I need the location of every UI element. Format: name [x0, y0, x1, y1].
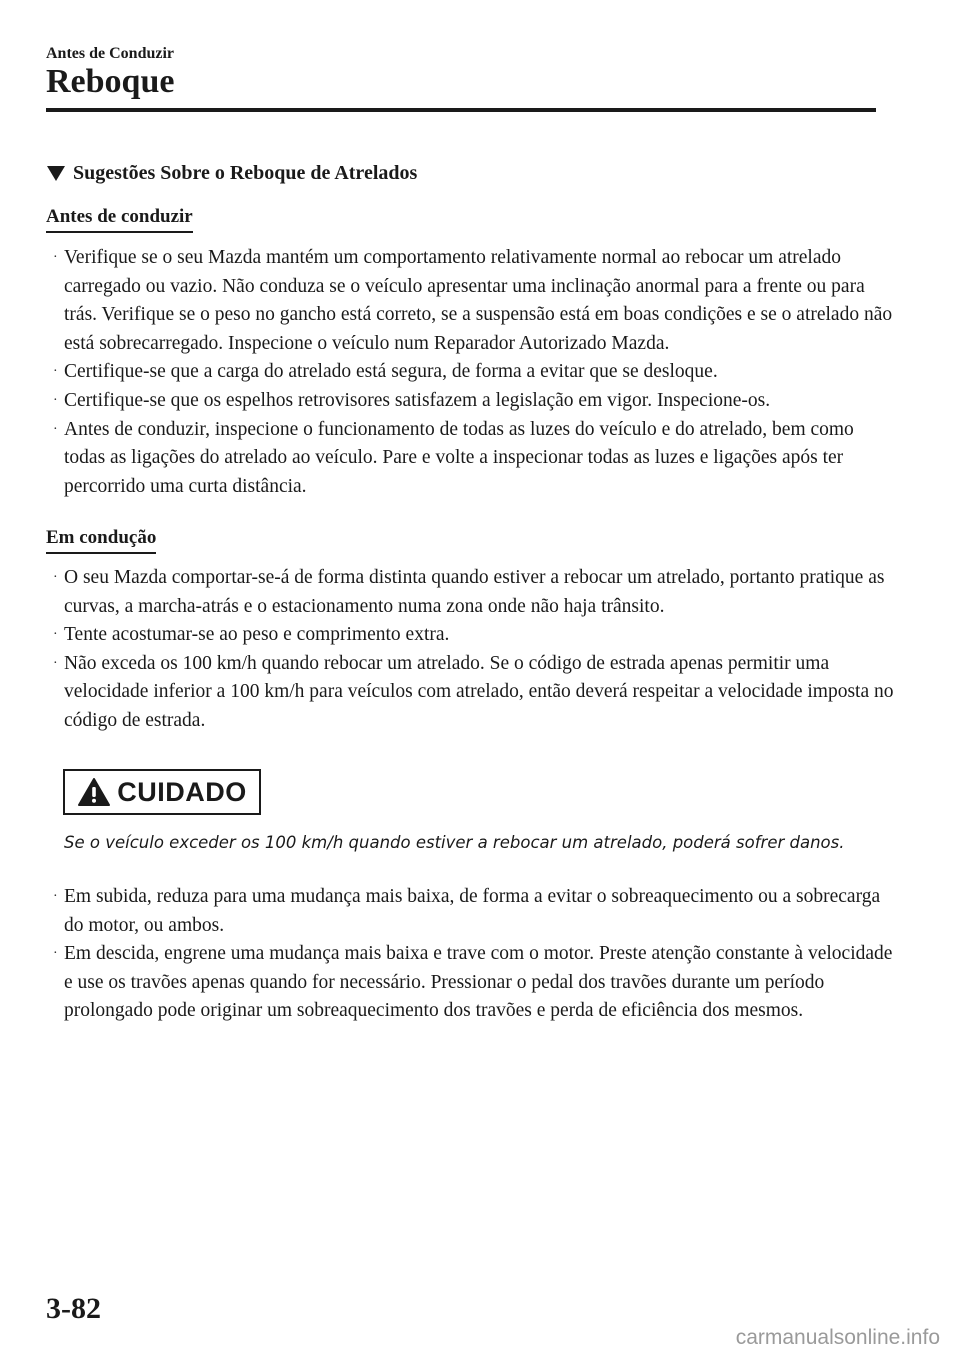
page-number: 3-82: [46, 1292, 101, 1325]
before-driving-list: [46, 244, 896, 501]
list-item: [46, 416, 896, 502]
list-item-text: Em descida, engrene uma mudança mais baixa e trave com o motor. Preste atenção constante à velocidade e use os travões apenas quando for necessário. Pressionar o pedal dos travões durante um período prolongado pode originar um sobreaquecimento dos travões e perda de eficiência dos mesmos.: [64, 943, 893, 1022]
bullet-dot: ·: [53, 250, 58, 265]
list-item: [46, 883, 896, 940]
list-item: [46, 244, 896, 358]
list-item: [46, 387, 896, 416]
subheading-while-driving: Em condução: [46, 526, 156, 554]
page-title: Reboque: [46, 63, 175, 100]
bullet-dot: ·: [53, 889, 58, 904]
while-driving-list: [46, 564, 896, 736]
bullet-dot: ·: [53, 946, 58, 962]
list-item: [46, 564, 896, 621]
list-item: [46, 650, 896, 736]
section-heading-text: Sugestões Sobre o Reboque de Atrelados: [73, 162, 418, 184]
list-item-text: Antes de conduzir, inspecione o funcionamento de todas as luzes do veículo e do atrelado, bem como todas as ligações do atrelado ao veículo. Pare e volte a inspecionar todas as luzes e ligações após ter percorrido uma curta distância.: [64, 418, 854, 497]
list-item-text: Verifique se o seu Mazda mantém um comportamento relativamente normal ao rebocar um atrelado carregado ou vazio. Não conduza se o veículo apresentar uma inclinação anormal para a frente ou para trás. Verifique se o peso no gancho está correto, se a suspensão está em boas condições e se o atrelado não está sobrecarregado. Inspecione o veículo num Reparador Autorizado Mazda.: [64, 247, 893, 354]
section-heading: [47, 162, 417, 185]
list-item-text: Não exceda os 100 km/h quando rebocar um atrelado. Se o código de estrada apenas permitir uma velocidade inferior a 100 km/h para veículos com atrelado, então deverá respeitar a velocidade imposta no código de estrada.: [64, 652, 894, 731]
caution-label: CUIDADO: [117, 776, 247, 807]
bullet-dot: ·: [53, 570, 58, 585]
warning-triangle-icon: [77, 777, 111, 807]
title-divider: [46, 108, 876, 112]
list-item-text: Tente acostumar-se ao peso e comprimento extra.: [64, 624, 450, 646]
list-item-text: Em subida, reduza para uma mudança mais baixa, de forma a evitar o sobreaquecimento ou a sobrecarga do motor, ou ambos.: [64, 886, 881, 936]
bullet-dot: ·: [53, 421, 58, 437]
while-driving-list-continued: [46, 883, 896, 1026]
list-item-text: O seu Mazda comportar-se-á de forma distinta quando estiver a rebocar um atrelado, portanto pratique as curvas, a marcha-atrás e o estacionamento numa zona onde não haja trânsito.: [64, 567, 885, 617]
bullet-dot: ·: [53, 392, 58, 408]
caution-label-box: [63, 769, 261, 815]
list-item: [46, 940, 896, 1026]
list-item: [46, 358, 896, 387]
list-item-text: Certifique-se que os espelhos retrovisores satisfazem a legislação em vigor. Inspecione-os.: [64, 389, 771, 411]
watermark: carmanualsonline.info: [735, 1326, 940, 1349]
subheading-before-driving: Antes de conduzir: [46, 205, 193, 233]
triangle-down-icon: [47, 166, 65, 181]
caution-text: Se o veículo exceder os 100 km/h quando estiver a rebocar um atrelado, poderá sofrer danos.: [64, 833, 845, 852]
chapter-label: Antes de Conduzir: [46, 45, 175, 62]
bullet-dot: ·: [53, 655, 58, 671]
bullet-dot: ·: [53, 364, 58, 380]
list-item-text: Certifique-se que a carga do atrelado está segura, de forma a evitar que se desloque.: [64, 361, 718, 383]
bullet-dot: ·: [53, 627, 58, 643]
list-item: [46, 621, 896, 650]
